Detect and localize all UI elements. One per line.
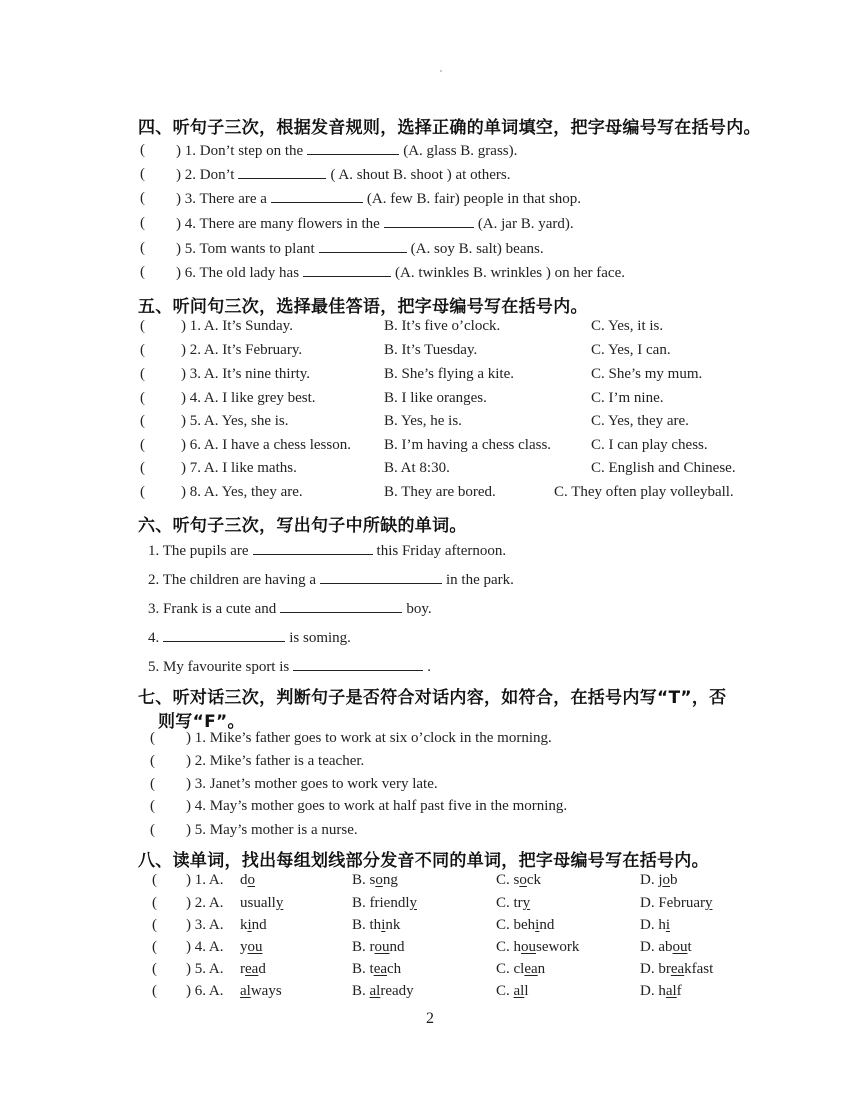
answer-blank[interactable] bbox=[319, 240, 407, 253]
option-b: B. At 8:30. bbox=[384, 460, 450, 476]
section-6-title: 六、听句子三次，写出句子中所缺的单词。 bbox=[138, 516, 467, 536]
answer-blank[interactable] bbox=[303, 264, 391, 277]
word-part: k bbox=[240, 917, 248, 933]
option-d-word bbox=[640, 939, 692, 956]
statement-text: ) 1. Mike’s father goes to work at six o’clock in the morning. bbox=[186, 730, 552, 746]
word-part: C. beh bbox=[496, 917, 536, 933]
option-c: C. She’s my mum. bbox=[591, 366, 703, 382]
underlined-letters: al bbox=[369, 983, 381, 999]
option-a-word bbox=[240, 939, 263, 956]
underlined-letters: o bbox=[662, 872, 670, 888]
sentence-end: boy. bbox=[406, 601, 432, 617]
word-part: usuall bbox=[240, 895, 276, 911]
underlined-letters: al bbox=[513, 983, 525, 999]
option-c-word bbox=[496, 961, 545, 978]
answer-blank[interactable] bbox=[163, 629, 285, 642]
section-7-title-line2: 则写“F”。 bbox=[158, 712, 245, 732]
answer-paren-open: ( bbox=[140, 366, 145, 382]
sec6-row bbox=[148, 542, 506, 560]
answer-blank[interactable] bbox=[320, 571, 442, 584]
word-part: D. h bbox=[640, 983, 666, 999]
option-a-word bbox=[240, 983, 282, 1000]
answer-paren-open: ( bbox=[150, 776, 155, 792]
word-part: l bbox=[524, 983, 529, 999]
sentence-start: 3. Frank is a cute and bbox=[148, 601, 277, 617]
option-c: C. Yes, it is. bbox=[591, 318, 664, 334]
word-part: C. h bbox=[496, 939, 522, 955]
answer-paren-open: ( bbox=[150, 753, 155, 769]
answer-paren-open: ( bbox=[140, 318, 145, 334]
word-part: B. s bbox=[352, 872, 376, 888]
question-body bbox=[176, 166, 510, 184]
option-c-word bbox=[496, 917, 554, 934]
option-a: ) 6. A. I have a chess lesson. bbox=[181, 437, 351, 453]
word-part: D. ab bbox=[640, 939, 673, 955]
sec6-row bbox=[148, 658, 431, 676]
underlined-letters: i bbox=[381, 917, 386, 933]
word-part: B. friendl bbox=[352, 895, 410, 911]
option-b-word bbox=[352, 917, 400, 934]
answer-paren-open: ( bbox=[152, 961, 157, 977]
word-part: kfast bbox=[684, 961, 714, 977]
option-c: C. Yes, I can. bbox=[591, 342, 671, 358]
sec6-row bbox=[148, 629, 351, 647]
word-part: r bbox=[240, 961, 245, 977]
sentence-end: this Friday afternoon. bbox=[376, 543, 507, 559]
answer-paren-open: ( bbox=[152, 917, 157, 933]
answer-paren-open: ( bbox=[140, 413, 145, 429]
word-part: sework bbox=[536, 939, 580, 955]
underlined-letters: ou bbox=[374, 939, 390, 955]
word-part: B. bbox=[352, 983, 370, 999]
answer-blank[interactable] bbox=[293, 658, 423, 671]
options-text: (A. few B. fair) people in that shop. bbox=[366, 191, 582, 207]
sentence-end: . bbox=[427, 659, 431, 675]
word-part: nd bbox=[251, 917, 267, 933]
word-part: ck bbox=[526, 872, 542, 888]
sec6-row bbox=[148, 571, 514, 589]
page-number: 2 bbox=[426, 1010, 434, 1027]
underlined-letters: o bbox=[247, 872, 255, 888]
word-part: nd bbox=[389, 939, 405, 955]
sentence-start: 1. The pupils are bbox=[148, 543, 249, 559]
option-a: ) 7. A. I like maths. bbox=[181, 460, 297, 476]
underlined-letters: y bbox=[704, 895, 713, 911]
sentence-start: 4. bbox=[148, 630, 160, 646]
underlined-letters: i bbox=[665, 917, 671, 933]
question-text: ) 1. Don’t step on the bbox=[176, 143, 304, 159]
question-text: ) 2. Don’t bbox=[176, 167, 235, 183]
option-b-word bbox=[352, 872, 398, 889]
answer-blank[interactable] bbox=[384, 215, 474, 228]
option-d-word bbox=[640, 917, 670, 934]
answer-paren-open: ( bbox=[150, 822, 155, 838]
options-text: (A. soy B. salt) beans. bbox=[410, 241, 544, 257]
statement-text: ) 3. Janet’s mother goes to work very late. bbox=[186, 776, 438, 792]
underlined-letters: al bbox=[665, 983, 677, 999]
statement-text: ) 5. May’s mother is a nurse. bbox=[186, 822, 358, 838]
section-5-title: 五、听问句三次，选择最佳答语，把字母编号写在括号内。 bbox=[138, 297, 588, 317]
answer-paren-open: ( bbox=[150, 798, 155, 814]
word-part: C. cl bbox=[496, 961, 525, 977]
answer-paren-open: ( bbox=[152, 983, 157, 999]
option-a: ) 3. A. It’s nine thirty. bbox=[181, 366, 311, 382]
option-a-word bbox=[240, 961, 266, 978]
option-b: B. I’m having a chess class. bbox=[384, 437, 552, 453]
question-text: ) 6. The old lady has bbox=[176, 265, 300, 281]
option-d-word bbox=[640, 895, 712, 912]
section-8-title: 八、读单词，找出每组划线部分发音不同的单词，把字母编号写在括号内。 bbox=[138, 851, 709, 871]
answer-paren-open: ( bbox=[140, 390, 145, 406]
word-part: D. Februar bbox=[640, 895, 705, 911]
question-body bbox=[176, 240, 544, 258]
answer-paren-open: ( bbox=[140, 142, 145, 158]
item-number: ) 2. A. bbox=[186, 895, 224, 911]
answer-paren-open: ( bbox=[140, 484, 145, 500]
sentence-end: is soming. bbox=[289, 630, 351, 646]
word-part: d bbox=[240, 872, 248, 888]
option-b: B. I like oranges. bbox=[384, 390, 487, 406]
word-part: B. t bbox=[352, 961, 374, 977]
word-part: b bbox=[670, 872, 678, 888]
option-c-word bbox=[496, 895, 530, 912]
option-a: ) 2. A. It’s February. bbox=[181, 342, 303, 358]
answer-paren-open: ( bbox=[140, 166, 145, 182]
option-d-word bbox=[640, 983, 682, 1000]
item-number: ) 6. A. bbox=[186, 983, 224, 999]
option-c-word bbox=[496, 939, 579, 956]
option-b: B. They are bored. bbox=[384, 484, 496, 500]
underlined-letters: ea bbox=[670, 961, 685, 977]
option-d-word bbox=[640, 961, 713, 978]
word-part: ready bbox=[380, 983, 414, 999]
answer-blank[interactable] bbox=[271, 190, 363, 203]
answer-paren-open: ( bbox=[140, 342, 145, 358]
option-b-word bbox=[352, 983, 414, 1000]
answer-blank[interactable] bbox=[280, 600, 402, 613]
word-part: C. tr bbox=[496, 895, 523, 911]
word-part: n bbox=[537, 961, 546, 977]
underlined-letters: y bbox=[275, 895, 284, 911]
item-number: ) 4. A. bbox=[186, 939, 224, 955]
answer-paren-open: ( bbox=[140, 437, 145, 453]
sec6-row bbox=[148, 600, 432, 618]
underlined-letters: ou bbox=[247, 939, 263, 955]
options-text: (A. jar B. yard). bbox=[477, 216, 574, 232]
word-part: nk bbox=[385, 917, 401, 933]
scan-dot bbox=[440, 70, 442, 72]
question-body bbox=[176, 142, 517, 160]
option-a-word bbox=[240, 895, 283, 912]
word-part: C. s bbox=[496, 872, 520, 888]
options-text: (A. glass B. grass). bbox=[403, 143, 518, 159]
option-b-word bbox=[352, 895, 417, 912]
underlined-letters: y bbox=[522, 895, 531, 911]
question-text: ) 4. There are many flowers in the bbox=[176, 216, 380, 232]
word-part: y bbox=[240, 939, 248, 955]
option-b-word bbox=[352, 939, 405, 956]
word-part: ng bbox=[382, 872, 398, 888]
option-a: ) 1. A. It’s Sunday. bbox=[181, 318, 293, 334]
option-b: B. Yes, he is. bbox=[384, 413, 462, 429]
underlined-letters: i bbox=[247, 917, 252, 933]
answer-paren-open: ( bbox=[150, 730, 155, 746]
option-a: ) 8. A. Yes, they are. bbox=[181, 484, 303, 500]
question-text: ) 3. There are a bbox=[176, 191, 267, 207]
underlined-letters: ea bbox=[245, 961, 259, 977]
word-part: d bbox=[258, 961, 266, 977]
option-c: C. They often play volleyball. bbox=[554, 484, 734, 500]
option-a: ) 4. A. I like grey best. bbox=[181, 390, 316, 406]
option-c: C. Yes, they are. bbox=[591, 413, 689, 429]
section-7-title-line1: 七、听对话三次，判断句子是否符合对话内容，如符合，在括号内写“T”，否 bbox=[138, 688, 727, 708]
answer-paren-open: ( bbox=[152, 872, 157, 888]
question-text: ) 5. Tom wants to plant bbox=[176, 241, 315, 257]
underlined-letters: ea bbox=[524, 961, 538, 977]
statement-text: ) 4. May’s mother goes to work at half past five in the morning. bbox=[186, 798, 568, 814]
answer-paren-open: ( bbox=[140, 264, 145, 280]
statement-text: ) 2. Mike’s father is a teacher. bbox=[186, 753, 365, 769]
section-4-title: 四、听句子三次，根据发音规则，选择正确的单词填空，把字母编号写在括号内。 bbox=[138, 118, 761, 138]
answer-paren-open: ( bbox=[152, 939, 157, 955]
answer-blank[interactable] bbox=[253, 542, 373, 555]
option-a: ) 5. A. Yes, she is. bbox=[181, 413, 289, 429]
option-b: B. It’s five o’clock. bbox=[384, 318, 501, 334]
underlined-letters: ou bbox=[672, 939, 688, 955]
option-c: C. English and Chinese. bbox=[591, 460, 736, 476]
option-d-word bbox=[640, 872, 678, 889]
underlined-letters: ea bbox=[373, 961, 388, 977]
word-part: B. th bbox=[352, 917, 382, 933]
option-c: C. I’m nine. bbox=[591, 390, 664, 406]
word-part: C. bbox=[496, 983, 514, 999]
option-c-word bbox=[496, 872, 541, 889]
underlined-letters: y bbox=[409, 895, 417, 911]
underlined-letters: o bbox=[519, 872, 527, 888]
item-number: ) 1. A. bbox=[186, 872, 224, 888]
answer-blank[interactable] bbox=[238, 166, 326, 179]
sentence-end: in the park. bbox=[446, 572, 514, 588]
item-number: ) 5. A. bbox=[186, 961, 224, 977]
option-b: B. She’s flying a kite. bbox=[384, 366, 514, 382]
underlined-letters: ou bbox=[521, 939, 537, 955]
question-body bbox=[176, 215, 574, 233]
word-part: ways bbox=[250, 983, 282, 999]
answer-paren-open: ( bbox=[152, 895, 157, 911]
word-part: nd bbox=[539, 917, 555, 933]
word-part: D. h bbox=[640, 917, 666, 933]
option-a-word bbox=[240, 917, 267, 934]
word-part: B. r bbox=[352, 939, 375, 955]
sentence-start: 5. My favourite sport is bbox=[148, 659, 290, 675]
question-body bbox=[176, 264, 625, 282]
option-c-word bbox=[496, 983, 529, 1000]
answer-paren-open: ( bbox=[140, 215, 145, 231]
underlined-letters: o bbox=[375, 872, 383, 888]
answer-paren-open: ( bbox=[140, 460, 145, 476]
option-b-word bbox=[352, 961, 401, 978]
answer-blank[interactable] bbox=[307, 142, 399, 155]
word-part: ch bbox=[387, 961, 402, 977]
word-part: f bbox=[676, 983, 682, 999]
word-part: D. br bbox=[640, 961, 671, 977]
option-a-word bbox=[240, 872, 255, 889]
answer-paren-open: ( bbox=[140, 240, 145, 256]
item-number: ) 3. A. bbox=[186, 917, 224, 933]
word-part: D. j bbox=[640, 872, 663, 888]
underlined-letters: i bbox=[535, 917, 540, 933]
answer-paren-open: ( bbox=[140, 190, 145, 206]
options-text: ( A. shout B. shoot ) at others. bbox=[330, 167, 511, 183]
option-b: B. It’s Tuesday. bbox=[384, 342, 478, 358]
question-body bbox=[176, 190, 581, 208]
option-c: C. I can play chess. bbox=[591, 437, 708, 453]
options-text: (A. twinkles B. wrinkles ) on her face. bbox=[395, 265, 625, 281]
underlined-letters: al bbox=[240, 983, 251, 999]
word-part: t bbox=[687, 939, 692, 955]
sentence-start: 2. The children are having a bbox=[148, 572, 316, 588]
